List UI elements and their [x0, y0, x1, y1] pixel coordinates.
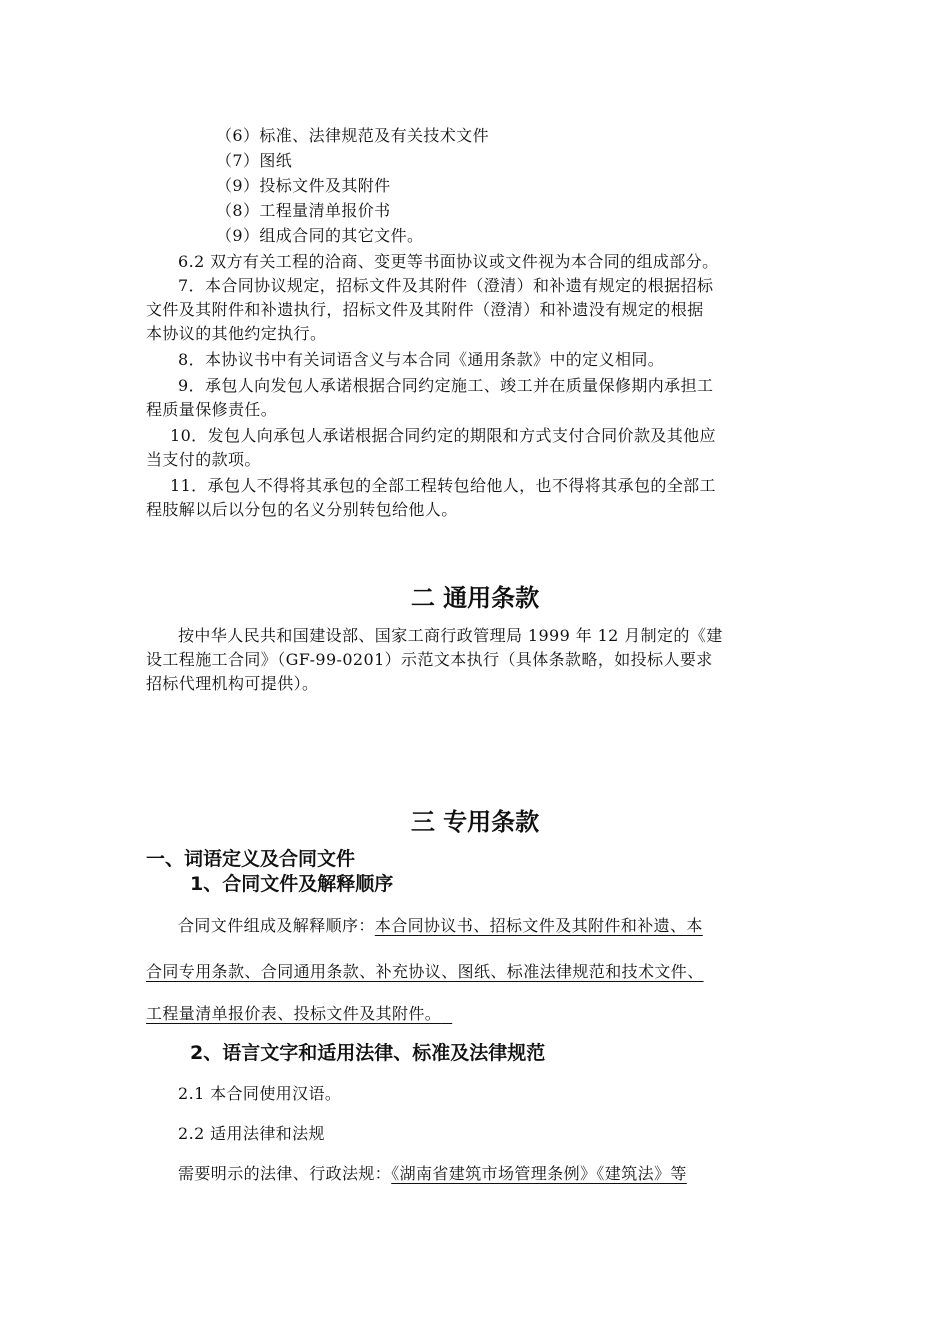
law-paragraph-line	[178, 1162, 842, 1186]
clause-10-line: 10．发包人向承包人承诺根据合同约定的期限和方式支付合同价款及其他应	[170, 426, 716, 445]
clause-6-2: 6.2 双方有关工程的洽商、变更等书面协议或文件视为本合同的组成部分。	[178, 252, 719, 271]
order-paragraph-line	[146, 960, 810, 984]
list-item: （9）投标文件及其附件	[216, 176, 391, 195]
section-2-paragraph-line: 设工程施工合同》（GF-99-0201）示范文本执行（具体条款略，如投标人要求	[146, 650, 713, 669]
clause-7-line: 文件及其附件和补遗执行，招标文件及其附件（澄清）和补遗没有规定的根据	[146, 300, 704, 319]
clause-8: 8．本协议书中有关词语含义与本合同《通用条款》中的定义相同。	[178, 350, 665, 369]
list-item: （6）标准、法律规范及有关技术文件	[216, 126, 489, 145]
clause-2-1: 2.1 本合同使用汉语。	[178, 1084, 342, 1103]
clause-7-line: 7．本合同协议规定，招标文件及其附件（澄清）和补遗有规定的根据招标	[178, 276, 714, 295]
section-3-title: 三 专用条款	[410, 808, 540, 836]
section-2-title: 二 通用条款	[410, 584, 540, 612]
section-2-paragraph-line: 按中华人民共和国建设部、国家工商行政管理局 1999 年 12 月制定的《建	[178, 626, 723, 645]
clause-9-line: 9．承包人向发包人承诺根据合同约定施工、竣工并在质量保修期内承担工	[178, 376, 714, 395]
list-item: （7）图纸	[216, 151, 293, 170]
clause-11-line: 11．承包人不得将其承包的全部工程转包给他人，也不得将其承包的全部工	[170, 476, 716, 495]
order-value: 合同专用条款、合同通用条款、补充协议、图纸、标准法律规范和技术文件、	[146, 962, 704, 981]
subheading-definitions: 一、词语定义及合同文件	[146, 848, 356, 870]
order-value: 本合同协议书、招标文件及其附件和补遗、本	[374, 916, 703, 935]
order-label: 合同文件组成及解释顺序：	[178, 916, 375, 935]
section-2-paragraph-line: 招标代理机构可提供）。	[146, 674, 319, 693]
subheading-contract-docs-order: 1、合同文件及解释顺序	[190, 873, 394, 895]
law-label: 需要明示的法律、行政法规：	[178, 1164, 392, 1183]
subheading-language-law: 2、语言文字和适用法律、标准及法律规范	[190, 1042, 546, 1064]
list-item: （8）工程量清单报价书	[216, 201, 391, 220]
clause-2-2: 2.2 适用法律和法规	[178, 1124, 325, 1143]
clause-11-line: 程肢解以后以分包的名义分别转包给他人。	[146, 500, 458, 519]
law-value: 《湖南省建筑市场管理条例》《建筑法》等	[391, 1164, 687, 1183]
clause-7-line: 本协议的其他约定执行。	[146, 324, 327, 343]
order-value: 工程量清单报价表、投标文件及其附件。	[146, 1004, 442, 1023]
list-item: （9）组成合同的其它文件。	[216, 226, 424, 245]
order-paragraph-line	[146, 1002, 810, 1026]
clause-9-line: 程质量保修责任。	[146, 400, 278, 419]
clause-10-line: 当支付的款项。	[146, 450, 261, 469]
order-paragraph-line	[178, 914, 842, 938]
